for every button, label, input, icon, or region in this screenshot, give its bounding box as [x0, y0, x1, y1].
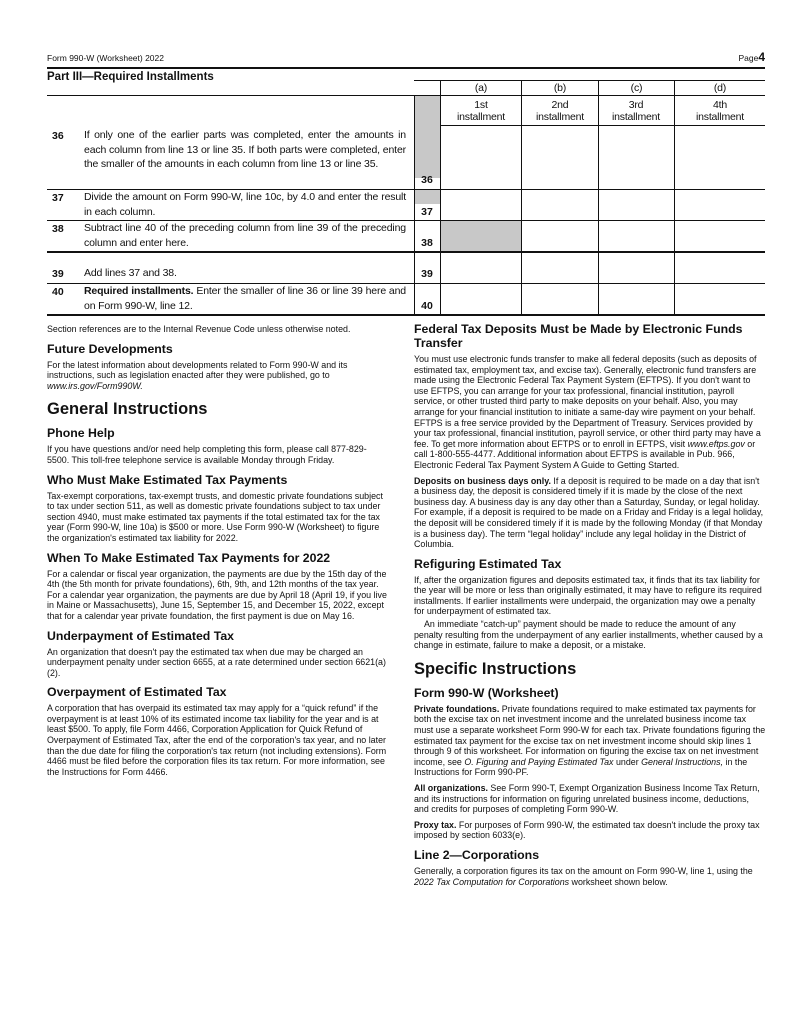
column-c-letter: (c): [630, 82, 643, 94]
line-39-inputs[interactable]: [441, 253, 765, 283]
underpayment-text: An organization that doesn't pay the estimated tax when due may be charged an underpayment penalty under section 6655, at a rate determined under section 6621(a)(2).: [47, 646, 386, 678]
form-990w-heading: Form 990-W (Worksheet): [414, 685, 559, 700]
catch-up-text: An immediate “catch-up” payment should be made to reduce the amount of any penalty resulting from the underpayment of any earlier installments, whether caused by a change in estimate, failure to make a deposit, or a mistake.: [414, 619, 763, 651]
specific-instructions-heading: Specific Instructions: [414, 659, 577, 678]
shaded-cell: [414, 190, 440, 204]
column-b-letter: (b): [553, 82, 567, 94]
line-37-inputs[interactable]: [441, 190, 765, 220]
column-c-name: 3rd installment: [612, 99, 660, 123]
shaded-cell: [441, 221, 521, 251]
line-40-number: 40: [52, 286, 64, 298]
future-developments-heading: Future Developments: [47, 341, 173, 356]
line-39-text: Add lines 37 and 38.: [84, 267, 177, 279]
line-36-box: 36: [421, 174, 433, 186]
line2-text: Generally, a corporation figures its tax on the amount on Form 990-W, line 1, using the 2022 Tax Computation for Corporations worksheet shown below.: [414, 865, 753, 887]
right-column: [414, 322, 766, 892]
installments-table: [47, 80, 765, 315]
shaded-cell: [414, 96, 440, 178]
line-40-inputs[interactable]: [441, 284, 765, 314]
phone-help-text: If you have questions and/or need help completing this form, please call 877-829-5500. This toll-free telephone service is available Monday through Friday.: [47, 444, 367, 465]
line-40-box: 40: [421, 300, 433, 312]
general-instructions-heading: General Instructions: [47, 400, 208, 419]
line-36-number: 36: [52, 130, 64, 142]
column-a-letter: (a): [474, 82, 488, 94]
eft-heading: Federal Tax Deposits Must be Made by Electronic Funds Transfer: [414, 322, 743, 350]
line-38-inputs[interactable]: [522, 221, 765, 251]
overpayment-heading: Overpayment of Estimated Tax: [47, 685, 227, 700]
when-to-heading: When To Make Estimated Tax Payments for 2022: [47, 550, 331, 565]
refiguring-heading: Refiguring Estimated Tax: [414, 556, 562, 571]
phone-help-heading: Phone Help: [47, 426, 115, 441]
line-39-box: 39: [421, 268, 433, 280]
when-to-text: For a calendar or fiscal year organization, the payments are due by the 15th day of the 4th (the 5th month for private foundations), 6th, 9th, and 12th months of the tax year. For a calendar year organization, the payments are due by April 18 (April 19, if you live in Maine or Massachusetts), June 15, September 15, and December 15, 2022, except that for a calendar year private foundation, the first payment is due on May 16.: [47, 568, 387, 621]
line-37-number: 37: [52, 192, 64, 204]
column-d-name: 4th installment: [696, 99, 744, 123]
left-column: [47, 324, 387, 782]
who-must-heading: Who Must Make Estimated Tax Payments: [47, 472, 288, 487]
column-a-name: 1st installment: [457, 99, 505, 123]
line-36-text: If only one of the earlier parts was completed, enter the amounts in each column from line 13 or line 35. If both parts were completed, enter the smaller of the amounts in each column from line 13 or line 35.: [84, 129, 406, 170]
overpayment-text: A corporation that has overpaid its estimated tax may apply for a “quick refund” if the overpayment is at least 10% of its estimated income tax liability for the year and is at least $500. To apply, file Form 4466, Corporation Application for Quick Refund of Overpayment of Estimated Tax, after the end of the corporation's tax year, and no later than the due date for filing the corporation's tax return (not including extensions). Form 4466 must be filed before the corporation files its tax return. For more information, see the Instructions for Form 4466.: [47, 703, 387, 777]
line-38-text: Subtract line 40 of the preceding column from line 39 of the preceding column and enter here.: [84, 222, 406, 249]
line-37-box: 37: [421, 206, 433, 218]
line-39-number: 39: [52, 268, 64, 280]
future-developments-text: For the latest information about developments related to Form 990-W and its instructions, such as legislation enacted after they were published, go to www.irs.gov/Form990W.: [47, 359, 348, 391]
private-foundations-text: Private foundations. Private foundations required to make estimated tax payments for both the excise tax on net investment income and the unrelated business income tax must use a separate worksheet Form 990-W for each tax. Private foundations figuring the estimated tax payment for the excise tax on net investment income should skip lines 1 through 9 of this worksheet. For information on figuring the excise tax on net investment income, see O. Figuring and Paying Estimated Tax under General Instructions, in the Instructions for Form 990-PF.: [414, 703, 766, 778]
line2-heading: Line 2—Corporations: [414, 847, 540, 862]
line-38-number: 38: [52, 223, 64, 235]
page-header: [47, 48, 765, 69]
refiguring-text: If, after the organization figures and deposits estimated tax, it finds that its tax liability for the year will be more or less than originally estimated, it may have to refigure its required installments. If earlier installments were underpaid, the organization may owe a penalty for underpayment of estimated tax.: [414, 574, 762, 617]
column-d-letter: (d): [713, 82, 727, 94]
irs-link[interactable]: www.irs.gov/Form990W.: [47, 380, 143, 391]
line-37-text: Divide the amount on Form 990-W, line 10c, by 4.0 and enter the result in each column.: [84, 191, 406, 218]
underpayment-heading: Underpayment of Estimated Tax: [47, 628, 234, 643]
page-number: Page4: [738, 50, 765, 64]
section-references: Section references are to the Internal Revenue Code unless otherwise noted.: [47, 324, 351, 334]
who-must-text: Tax-exempt corporations, tax-exempt trusts, and domestic private foundations subject to tax under section 511, as well as domestic private foundations subject to tax under section 4940, must make estimated tax payments if the total estimated tax for the tax year (Form 990-W, line 10a) is $500 or more. Use Form 990-W (Worksheet) to figure the organization's estimated tax liability for 2022.: [47, 490, 383, 543]
line-40-text: Required installments. Enter the smaller of line 36 or line 39 here and on Form 990-W, line 12.: [84, 285, 406, 312]
line-38-box: 38: [421, 237, 433, 249]
form-name: Form 990-W (Worksheet) 2022: [47, 53, 164, 63]
column-b-name: 2nd installment: [536, 99, 584, 123]
all-organizations-text: All organizations. See Form 990-T, Exempt Organization Business Income Tax Return, and its instructions for information on figuring unrelated business income, deductions, and credits for purposes of completing Form 990-W.: [414, 783, 760, 815]
eftps-link[interactable]: www.eftps.gov: [687, 438, 745, 449]
line-36-inputs[interactable]: [441, 126, 765, 189]
eft-text: You must use electronic funds transfer to make all federal deposits (such as deposits of estimated tax, employment tax, and excise tax). Generally, electronic fund transfers are made using the Electronic Federal Tax Payment System (EFTPS). If you don't want to use EFTPS, you can arrange for your tax professional, financial institution, payroll service, or other trusted third party to make deposits on your behalf. Also, you may arrange for your financial institution to initiate a same-day wire payment on your behalf. EFTPS is a free service provided by the Department of Treasury. Services provided by your tax professional, financial institution, payroll service, or other third party may have a fee. To get more information about EFTPS or to enroll in EFTPS, visit www.eftps.gov or call 1-800-555-4477. Additional information about EFTPS is available in Pub. 966, Electronic Federal Tax Payment System A Guide to Getting Started.: [414, 354, 761, 470]
business-days-text: Deposits on business days only. If a deposit is required to be made on a day that isn't a business day, the deposit is considered timely if it is made by the close of the next business day. A business day is any day other than a Saturday, Sunday, or legal holiday. For example, if a deposit is required to be made on a Friday and Friday is a legal holiday, the deposit will be considered timely if it is made by the following Monday (if that Monday is a business day). The term “legal holiday” include any legal holiday in the District of Columbia.: [414, 475, 764, 550]
proxy-tax-text: Proxy tax. For purposes of Form 990-W, the estimated tax doesn't include the proxy tax imposed by section 6033(e).: [414, 819, 760, 841]
part-title: Part III—Required Installments: [47, 71, 214, 83]
